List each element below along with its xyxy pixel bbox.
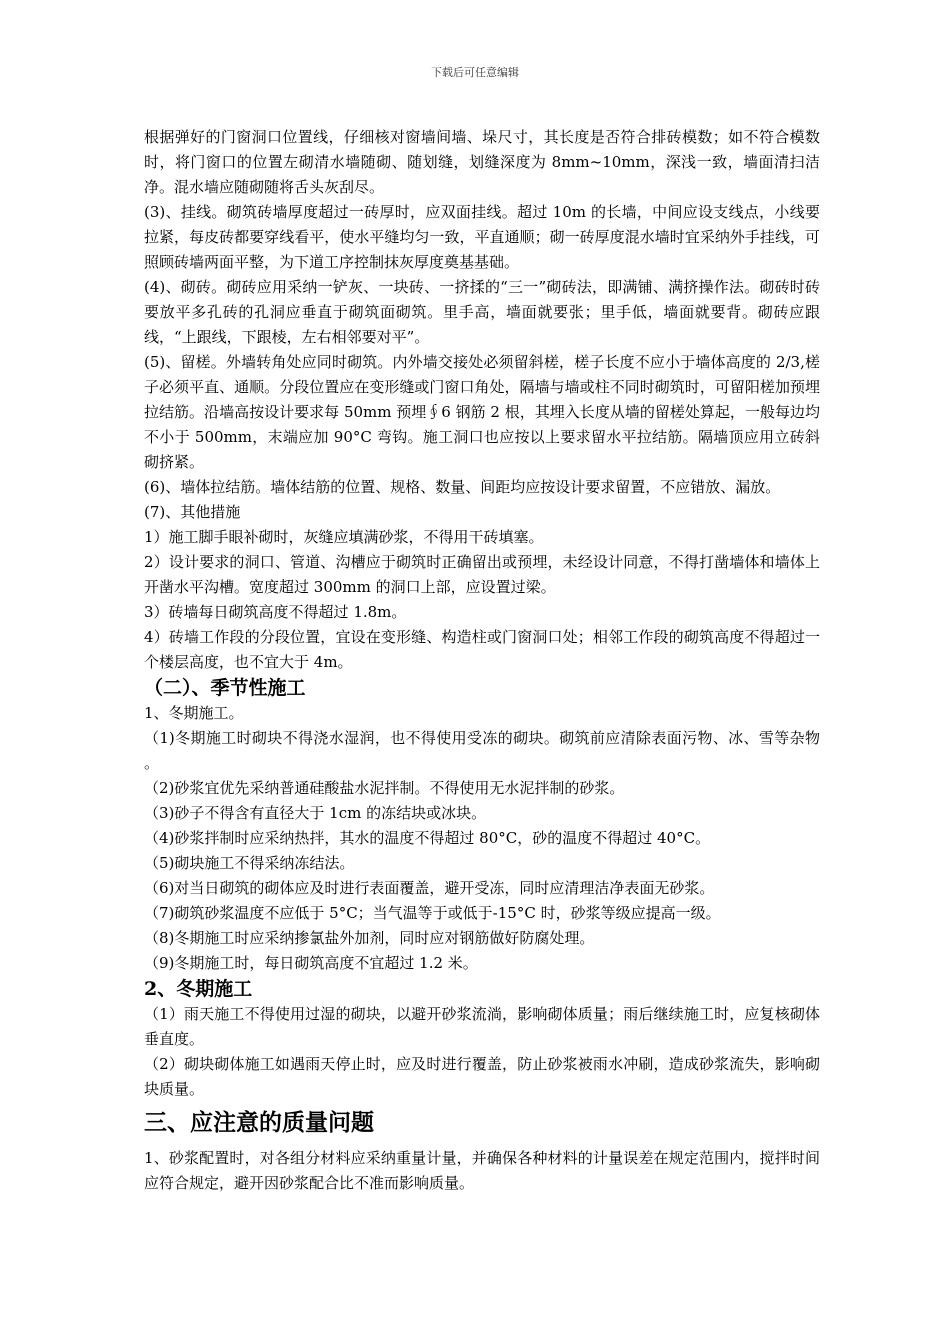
- list-item-measure-2: 2）设计要求的洞口、管道、沟槽应于砌筑时正确留出或预埋，未经设计同意，不得打凿墙体和墙体上开凿水平沟槽。宽度超过 300mm 的洞口上部，应设置过梁。: [144, 553, 820, 596]
- paragraph-other-measures-title: (7)、其他措施: [144, 503, 241, 521]
- list-item-winter-7: （7)砌筑砂浆温度不应低于 5°C；当气温等于或低于-15°C 时，砂浆等级应提高一级。: [144, 904, 721, 922]
- list-item-winter-8: （8)冬期施工时应采纳掺氯盐外加剂，同时应对钢筋做好防腐处理。: [144, 929, 595, 947]
- paragraph-toothing: (5)、留槎。外墙转角处应同时砌筑。内外墙交接处必须留斜槎，槎子长度不应小于墙体高度的 2/3,槎子必须平直、通顺。分段位置应在变形缝或门窗口角处，隔墙与墙或柱不同时砌筑时，可留阳槎加预埋拉结筋。沿墙高按设计要求每 50mm 预埋∮6 钢筋 2 根，其埋入长度从墙的留槎处算起，一般每边均不小于 500mm，末端应加 90°C 弯钩。施工洞口也应按以上要求留水平拉结筋。隔墙顶应用立砖斜砌挤紧。: [144, 353, 820, 471]
- list-item-rain-1: （1）雨天施工不得使用过湿的砌块，以避开砂浆流淌，影响砌体质量；雨后继续施工时，应复核砌体垂直度。: [144, 1005, 820, 1048]
- section-heading-quality: 三、应注意的质量问题: [144, 1109, 374, 1136]
- list-item-winter-9: （9)冬期施工时，每日砌筑高度不宜超过 1.2 米。: [144, 954, 478, 972]
- list-item-measure-1: 1）施工脚手眼补砌时，灰缝应填满砂浆，不得用干砖填塞。: [144, 528, 544, 546]
- list-item-winter-4: （4)砂浆拌制时应采纳热拌，其水的温度不得超过 80°C，砂的温度不得超过 40°C。: [144, 829, 711, 847]
- section-heading-rainy: 2、冬期施工: [144, 978, 253, 1000]
- section-heading-seasonal: （二）、季节性施工: [144, 677, 306, 699]
- list-item-measure-4: 4）砖墙工作段的分段位置，宜设在变形缝、构造柱或门窗洞口处；相邻工作段的砌筑高度不得超过一个楼层高度，也不宜大于 4m。: [144, 628, 820, 671]
- paragraph-string-line: (3)、挂线。砌筑砖墙厚度超过一砖厚时，应双面挂线。超过 10m 的长墙，中间应设支线点，小线要拉紧，每皮砖都要穿线看平，使水平缝均匀一致，平直通顺；砌一砖厚度混水墙时宜采纳外手挂线，可照顾砖墙两面平整，为下道工序控制抹灰厚度奠基基础。: [144, 203, 820, 271]
- list-item-rain-2: （2）砌块砌体施工如遇雨天停止时，应及时进行覆盖，防止砂浆被雨水冲刷，造成砂浆流失，影响砌块质量。: [144, 1055, 820, 1098]
- page-header: 下载后可任意编辑: [431, 66, 519, 79]
- paragraph-quality-1: 1、砂浆配置时，对各组分材料应采纳重量计量，并确保各种材料的计量误差在规定范围内，搅拌时间应符合规定，避开因砂浆配合比不准而影响质量。: [144, 1149, 820, 1192]
- paragraph-tie-bars: (6)、墙体拉结筋。墙体结筋的位置、规格、数量、间距均应按设计要求留置，不应错放、漏放。: [144, 478, 781, 496]
- document-body: [144, 125, 820, 1196]
- list-item-winter-6: （6)对当日砌筑的砌体应及时进行表面覆盖，避开受冻，同时应清理洁净表面无砂浆。: [144, 879, 715, 897]
- subheading-winter: 1、冬期施工。: [144, 704, 244, 722]
- paragraph-brick-laying: (4)、砌砖。砌砖应用采纳一铲灰、一块砖、一挤揉的“三一”砌砖法，即满铺、满挤操作法。砌砖时砖要放平多孔砖的孔洞应垂直于砌筑面砌筑。里手高，墙面就要张；里手低，墙面就要背。砌砖应跟线，“上跟线，下跟棱，左右相邻要对平”。: [144, 278, 820, 346]
- list-item-winter-3: （3)砂子不得含有直径大于 1cm 的冻结块或冰块。: [144, 804, 487, 822]
- list-item-winter-5: （5)砌块施工不得采纳冻结法。: [144, 854, 355, 872]
- list-item-winter-2: （2)砂浆宜优先采纳普通硅酸盐水泥拌制。不得使用无水泥拌制的砂浆。: [144, 779, 625, 797]
- list-item-measure-3: 3）砖墙每日砌筑高度不得超过 1.8m。: [144, 603, 407, 621]
- list-item-winter-1: （1)冬期施工时砌块不得浇水湿润，也不得使用受冻的砌块。砌筑前应清除表面污物、冰、雪等杂物 。: [144, 729, 820, 772]
- paragraph-layout-check: 根据弹好的门窗洞口位置线，仔细核对窗墙间墙、垛尺寸，其长度是否符合排砖模数；如不符合模数时，将门窗口的位置左砌清水墙随砌、随划缝，划缝深度为 8mm~10mm，深浅一致，墙面清扫洁净。混水墙应随砌随将舌头灰刮尽。: [144, 128, 820, 196]
